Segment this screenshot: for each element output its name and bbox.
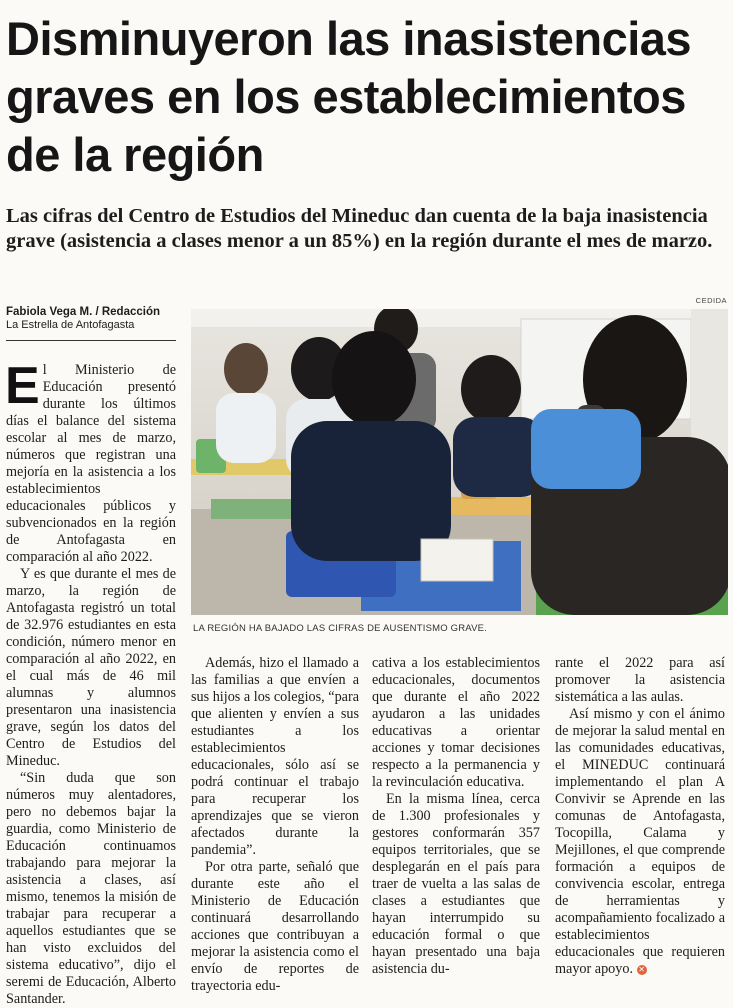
article-column-2	[191, 655, 359, 995]
article-column-3	[372, 655, 540, 978]
headline: Disminuyeron las inasistencias graves en los establecimientos de la región	[6, 12, 692, 181]
classroom-photo-illustration	[191, 309, 728, 615]
article-paragraph	[5, 357, 176, 566]
article-paragraph: Y es que durante el mes de marzo, la región de Antofagasta registró un total de 32.976 estudiantes en esta condición, número menor en comparación al año 2022, en el cual más de 46 mil alumnas y alumnos presentaron una inasistencia grave, según los datos del Centro de Estudios del Mineduc.	[6, 566, 176, 769]
byline	[6, 305, 178, 332]
end-mark-icon: ✕	[638, 964, 645, 974]
article-paragraph: “Sin duda que son números muy alentadores, pero no debemos bajar la guardia, como Ministerio de Educación continuamos trabajando para mejorar la asistencia a clases, así mismo, tenemos la misión de trabajar para recuperar a aquellos estudiantes que se han visto excluidos del sistema educativo”, dijo el seremi de Educación, Alberto Santander.	[6, 770, 176, 1007]
article-paragraph: Además, hizo el llamado a las familias a que envíen a sus hijos a los colegios, “para que alienten y envíen a sus estudiantes a los establecimientos educacionales, sólo así se podrá continuar el trabajo para recuperar los aprendizajes que se vieron afectados durante la pandemia”.	[191, 655, 359, 858]
article-paragraph: En la misma línea, cerca de 1.300 profesionales y gestores conformarán 357 equipos territoriales, que se desplegarán en el país para traer de vuelta a las salas de clases a estudiantes que hayan interrumpido su educación formal o que hayan presentado una baja asistencia du-	[372, 791, 540, 977]
article-paragraph: Por otra parte, señaló que durante este año el Ministerio de Educación continuará desarrollando acciones que contribuyan a mejorar la asistencia como el envío de reportes de trayectoria edu-	[191, 859, 359, 994]
deck-subtitle: Las cifras del Centro de Estudios del Mineduc dan cuenta de la baja inasistencia grave (asistencia a clases menor a un 85%) en la región durante el mes de marzo.	[6, 205, 713, 252]
byline-author: Fabiola Vega M. / Redacción	[6, 306, 161, 318]
paragraph-text: Así mismo y con el ánimo de mejorar la salud mental en las comunidades educativas, el MINEDUC continuará implementando el plan A Convivir se Aprende en las comunas de Antofagasta, Tocopilla, Calama y Mejillones, el que comprende formación a equipos de convivencia escolar, entrega de herramientas y acompañamiento focalizado a establecimientos educacionales que requieren mayor apoyo.	[555, 706, 725, 977]
byline-publication: La Estrella de Antofagasta	[6, 319, 135, 331]
article-paragraph: cativa a los establecimientos educacionales, documentos que durante el año 2022 ayudaron a las unidades educativas a orientar acciones y tomar decisiones respecto a la permanencia y la revinculación educativa.	[372, 655, 540, 790]
drop-cap: E	[5, 357, 40, 415]
paragraph-text: l Ministerio de Educación presentó durante los últimos días el balance del sistema escolar al mes de marzo, números que registran una mejoría en la asistencia a los establecimientos educacionales públicos y subvencionados en la región de Antofagasta en comparación al año 2022.	[6, 362, 176, 565]
byline-divider	[6, 340, 176, 341]
article-column-1	[5, 357, 176, 1008]
photo-caption: LA REGIÓN HA BAJADO LAS CIFRAS DE AUSENTISMO GRAVE.	[193, 623, 488, 634]
article-column-4	[555, 655, 725, 978]
photo-credit: CEDIDA	[695, 296, 727, 305]
article-paragraph: rante el 2022 para así promover la asistencia sistemática a las aulas.	[555, 655, 725, 705]
classroom-photo	[191, 309, 728, 615]
article-paragraph	[555, 706, 725, 978]
